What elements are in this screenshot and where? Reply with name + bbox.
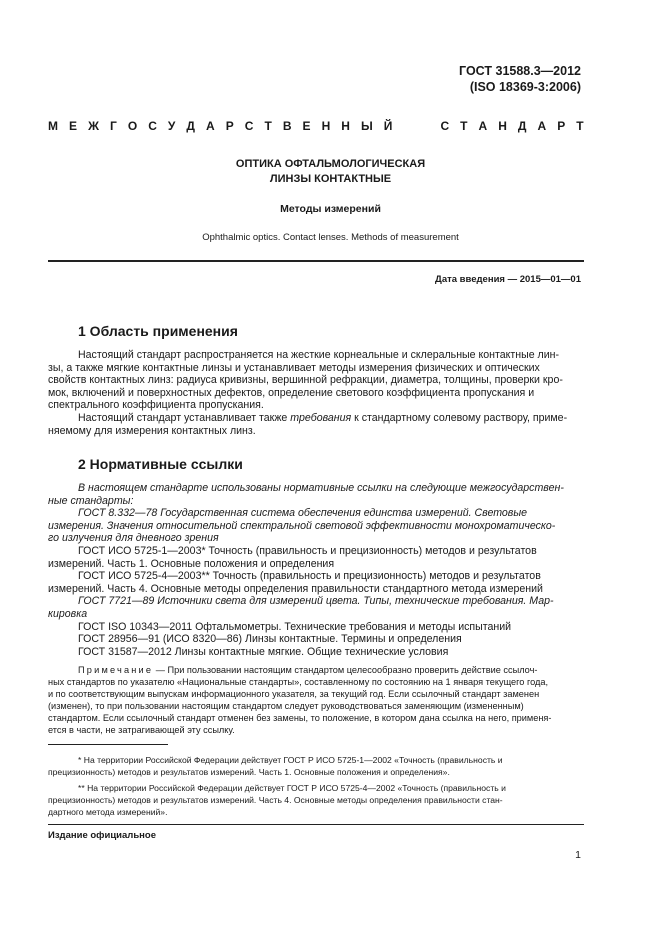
banner-letter: Д <box>186 119 195 133</box>
text-span-italic: требования <box>290 411 352 424</box>
banner-letter: С <box>148 119 157 133</box>
text-line: измерений. Часть 1. Основные положения и определения <box>48 557 335 570</box>
text-span: Настоящий стандарт устанавливает также <box>78 411 291 424</box>
banner-letter: С <box>244 119 254 133</box>
banner-letter: А <box>537 119 547 133</box>
text-line: В настоящем стандарте использованы нормативные ссылки на следующие межгосударствен- <box>78 482 564 494</box>
banner-letter: Ы <box>360 119 373 133</box>
english-title: Ophthalmic optics. Contact lenses. Methods of measurement <box>202 232 459 243</box>
banner-letter: А <box>478 119 488 133</box>
footnote-line: ** На территории Российской Федерации действует ГОСТ Р ИСО 5725-4—2002 «Точность (правильность и <box>78 783 506 793</box>
reference-line: ГОСТ 28956—91 (ИСО 8320—86) Линзы контактные. Термины и определения <box>78 633 462 646</box>
banner-letter: Р <box>225 119 234 133</box>
document-title <box>0 157 661 187</box>
banner-letter: В <box>282 119 292 133</box>
section-1-body <box>48 349 584 437</box>
text-line: го излучения для дневного зрения <box>48 532 219 545</box>
banner-letter: Й <box>383 119 393 133</box>
text-line: спектрального коэффициента пропускания. <box>48 399 264 412</box>
note-line <box>78 664 584 676</box>
title-line: ОПТИКА ОФТАЛЬМОЛОГИЧЕСКАЯ <box>235 158 426 170</box>
section-1-heading: 1 Область применения <box>78 323 238 339</box>
text-line: мок, включений и поверхностных дефектов, определение светового коэффициента пропускания и <box>48 386 535 399</box>
banner-letter: Г <box>109 119 117 133</box>
banner-letter: Т <box>460 119 468 133</box>
interstate-standard-banner <box>48 119 584 133</box>
banner-letter: А <box>205 119 215 133</box>
title-rule <box>48 260 584 262</box>
introduction-date: Дата введения — 2015—01—01 <box>435 274 581 285</box>
footnote-line: дартного метода измерений». <box>48 807 168 817</box>
note-label: Примечание <box>78 665 154 675</box>
footnote-line: прецизионность) методов и результатов измерений. Часть 1. Основные положения и определения». <box>48 767 450 777</box>
footnote-1 <box>48 754 584 778</box>
document-subtitle: Методы измерений <box>280 203 381 215</box>
section-2-body <box>48 482 584 658</box>
reference-line: ГОСТ ИСО 5725-1—2003* Точность (правильность и прецизионность) методов и результатов <box>78 544 537 557</box>
reference-line: ГОСТ 8.332—78 Государственная система обеспечения единства измерений. Световые <box>78 507 528 520</box>
text-line: ные стандарты: <box>48 494 134 507</box>
banner-letter: О <box>127 119 138 133</box>
banner-letter: Н <box>321 119 331 133</box>
note-block <box>48 664 584 736</box>
banner-letter: М <box>48 119 58 133</box>
text-line: измерений. Часть 4. Основные методы определения правильности стандартного метода измерений <box>48 582 543 595</box>
note-line: ных стандартов по указателю «Национальные стандарты», составленному по состоянию на 1 января текущего года, <box>48 677 549 687</box>
banner-letter: Д <box>517 119 527 133</box>
reference-line: ГОСТ 31587—2012 Линзы контактные мягкие. Общие технические условия <box>78 645 449 658</box>
note-line: ется в части, не затрагивающей эту ссылку. <box>48 725 235 735</box>
banner-letter: Р <box>557 119 566 133</box>
footnote-2 <box>48 782 584 818</box>
banner-letter: Т <box>264 119 272 133</box>
reference-line: ГОСТ ISO 10343—2011 Офтальмометры. Технические требования и методы испытаний <box>78 620 512 633</box>
iso-code: (ISO 18369-3:2006) <box>469 80 581 94</box>
reference-line: ГОСТ 7721—89 Источники света для измерений цвета. Типы, технические требования. Мар- <box>78 595 554 608</box>
banner-letter: У <box>167 119 176 133</box>
section-2-heading: 2 Нормативные ссылки <box>78 456 243 472</box>
footnote-line: * На территории Российской Федерации действует ГОСТ Р ИСО 5725-1—2002 «Точность (правильность и <box>78 755 503 765</box>
note-text: — При пользовании настоящим стандартом целесообразно проверить действие ссылоч- <box>153 665 538 675</box>
note-line: (изменен), то при пользовании настоящим стандартом следует руководствоваться заменяющим (измененным) <box>48 701 524 711</box>
text-line: кировка <box>48 607 88 620</box>
text-line: няемому для измерения контактных линз. <box>48 424 256 437</box>
text-line <box>78 412 584 425</box>
standard-code-block <box>459 63 581 95</box>
text-line: Настоящий стандарт распространяется на жесткие корнеальные и склеральные контактные лин- <box>78 349 560 361</box>
banner-gap <box>403 119 429 133</box>
official-edition: Издание официальное <box>48 830 156 841</box>
title-line: ЛИНЗЫ КОНТАКТНЫЕ <box>269 173 392 185</box>
banner-letter: Е <box>302 119 311 133</box>
note-line: и по соответствующим выпускам информационного указателя, за текущий год. Если ссылочный стандарт заменен <box>48 689 540 699</box>
footnote-line: прецизионность) методов и результатов измерений. Часть 4. Основные методы определения правильности стан- <box>48 795 503 805</box>
banner-letter: Е <box>69 119 78 133</box>
banner-letter: Т <box>576 119 584 133</box>
page-number: 1 <box>575 849 581 861</box>
text-line: измерения. Значения относительной спектральной световой эффективности монохроматическо- <box>48 519 556 532</box>
banner-letter: С <box>440 119 450 133</box>
text-line: свойств контактных линз: радиуса кривизны, вершинной рефракции, диаметра, толщины, проверки кро- <box>48 374 563 387</box>
footnote-rule <box>48 744 168 745</box>
banner-letter: Н <box>498 119 507 133</box>
edition-rule <box>48 824 584 825</box>
banner-letter: Ж <box>88 119 99 133</box>
standard-code: ГОСТ 31588.3—2012 <box>459 64 581 78</box>
reference-line: ГОСТ ИСО 5725-4—2003** Точность (правильность и прецизионность) методов и результатов <box>78 570 541 583</box>
text-line: зы, а также мягкие контактные линзы и устанавливает методы измерения физических и оптических <box>48 361 540 374</box>
text-span: к стандартному солевому раствору, приме- <box>351 411 568 424</box>
banner-letter: Н <box>341 119 350 133</box>
note-line: стандартом. Если ссылочный стандарт отменен без замены, то положение, в котором дана ссылка на него, применя- <box>48 713 552 723</box>
